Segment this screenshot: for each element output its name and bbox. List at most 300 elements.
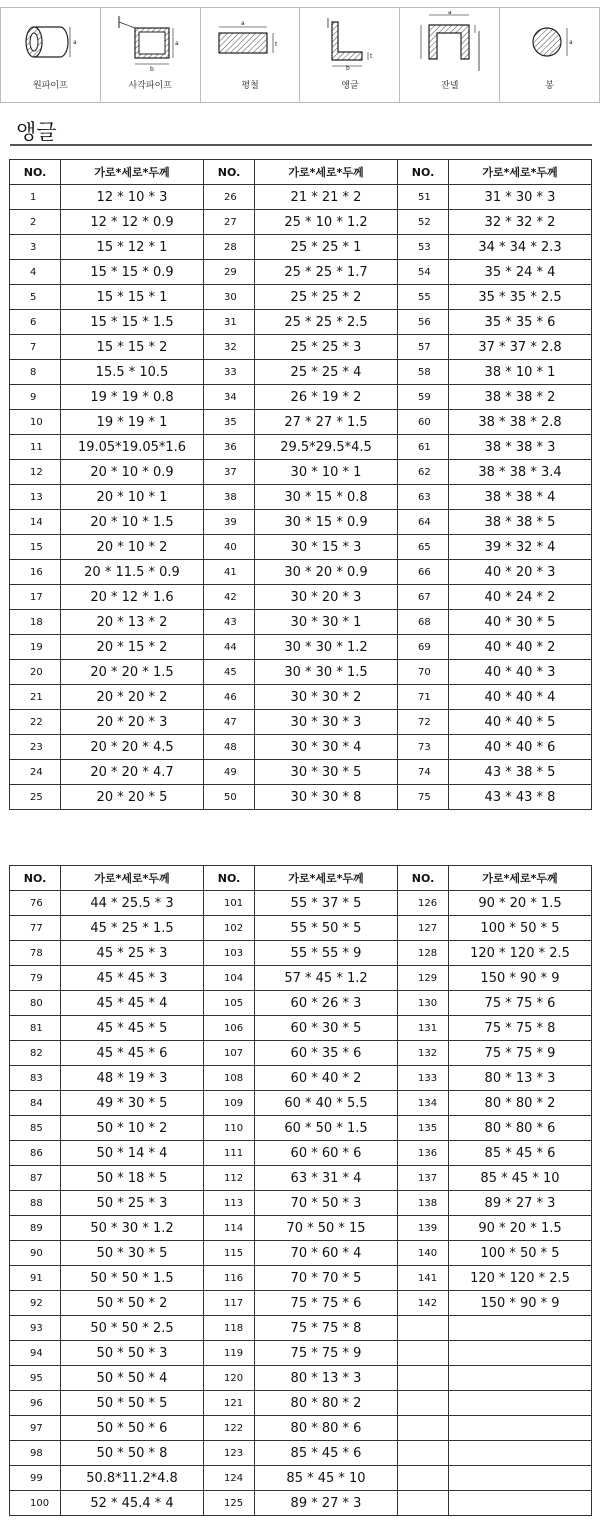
cell-no: 3 [10, 235, 61, 260]
cell-size: 100 * 50 * 5 [449, 916, 592, 941]
cell-size: 55 * 55 * 9 [255, 941, 398, 966]
cell-size: 50 * 10 * 2 [61, 1116, 204, 1141]
cell-no: 51 [398, 185, 449, 210]
header-size: 가로*세로*두께 [449, 160, 592, 185]
cell-no: 20 [10, 660, 61, 685]
cell-size: 85 * 45 * 10 [449, 1166, 592, 1191]
cell-size: 25 * 25 * 3 [255, 335, 398, 360]
table-row [10, 916, 592, 941]
cell-no: 10 [10, 410, 61, 435]
cell-size: 40 * 20 * 3 [449, 560, 592, 585]
cell-size: 20 * 20 * 4.7 [61, 760, 204, 785]
cell-size: 80 * 13 * 3 [255, 1366, 398, 1391]
header-no: NO. [10, 160, 61, 185]
cell-size: 75 * 75 * 8 [449, 1016, 592, 1041]
cell-size: 30 * 30 * 1.5 [255, 660, 398, 685]
cell-no: 84 [10, 1091, 61, 1116]
cell-size: 45 * 45 * 5 [61, 1016, 204, 1041]
cell-size: 150 * 90 * 9 [449, 1291, 592, 1316]
round-bar-icon [525, 17, 575, 67]
cell-no: 15 [10, 535, 61, 560]
cell-size: 45 * 25 * 1.5 [61, 916, 204, 941]
cell-no: 114 [204, 1216, 255, 1241]
header-no: NO. [204, 160, 255, 185]
cell-no: 39 [204, 510, 255, 535]
cell-size: 12 * 10 * 3 [61, 185, 204, 210]
cell-no: 62 [398, 460, 449, 485]
cell-no: 138 [398, 1191, 449, 1216]
cell-size: 38 * 10 * 1 [449, 360, 592, 385]
table-row [10, 260, 592, 285]
cell-no: 118 [204, 1316, 255, 1341]
cell-no: 58 [398, 360, 449, 385]
cell-size: 90 * 20 * 1.5 [449, 1216, 592, 1241]
table-row [10, 610, 592, 635]
table-row [10, 535, 592, 560]
cell-no [398, 1391, 449, 1416]
cell-size: 50 * 50 * 3 [61, 1341, 204, 1366]
cell-no: 76 [10, 891, 61, 916]
svg-text:a: a [73, 39, 78, 46]
cell-no: 44 [204, 635, 255, 660]
header-no: NO. [204, 866, 255, 891]
svg-text:t: t [369, 53, 373, 60]
cell-size: 40 * 40 * 2 [449, 635, 592, 660]
cell-no: 119 [204, 1341, 255, 1366]
cell-no: 86 [10, 1141, 61, 1166]
cell-no: 133 [398, 1066, 449, 1091]
cell-no: 93 [10, 1316, 61, 1341]
angle-icon [320, 14, 380, 70]
cell-no: 66 [398, 560, 449, 585]
cell-size: 30 * 30 * 1 [255, 610, 398, 635]
cell-no: 70 [398, 660, 449, 685]
cell-size: 35 * 35 * 2.5 [449, 285, 592, 310]
table-row [10, 891, 592, 916]
cell-no: 13 [10, 485, 61, 510]
category-round-bar[interactable] [499, 8, 600, 102]
cell-size [449, 1316, 592, 1341]
cell-no: 110 [204, 1116, 255, 1141]
cell-size: 45 * 45 * 6 [61, 1041, 204, 1066]
cell-no: 50 [204, 785, 255, 810]
cell-size: 50 * 30 * 5 [61, 1241, 204, 1266]
cell-size: 15 * 15 * 1 [61, 285, 204, 310]
cell-no [398, 1466, 449, 1491]
cell-no: 103 [204, 941, 255, 966]
cell-size: 30 * 30 * 2 [255, 685, 398, 710]
cell-size: 31 * 30 * 3 [449, 185, 592, 210]
cell-no: 91 [10, 1266, 61, 1291]
table-row [10, 1116, 592, 1141]
cell-size: 15.5 * 10.5 [61, 360, 204, 385]
category-label: 원파이프 [33, 81, 68, 91]
cell-no: 21 [10, 685, 61, 710]
cell-no: 83 [10, 1066, 61, 1091]
cell-size: 40 * 40 * 3 [449, 660, 592, 685]
table-row [10, 1241, 592, 1266]
cell-size: 30 * 30 * 5 [255, 760, 398, 785]
cell-size: 80 * 13 * 3 [449, 1066, 592, 1091]
cell-no: 104 [204, 966, 255, 991]
cell-size: 55 * 50 * 5 [255, 916, 398, 941]
cell-no: 34 [204, 385, 255, 410]
category-label: 봉 [545, 81, 554, 91]
cell-size: 30 * 15 * 3 [255, 535, 398, 560]
cell-no: 142 [398, 1291, 449, 1316]
cell-no: 140 [398, 1241, 449, 1266]
cell-no: 9 [10, 385, 61, 410]
cell-size [449, 1441, 592, 1466]
cell-no: 100 [10, 1491, 61, 1516]
table-row [10, 310, 592, 335]
cell-size: 15 * 12 * 1 [61, 235, 204, 260]
cell-size: 15 * 15 * 2 [61, 335, 204, 360]
cell-size: 30 * 15 * 0.8 [255, 485, 398, 510]
cell-no: 113 [204, 1191, 255, 1216]
header-no: NO. [10, 866, 61, 891]
cell-size: 80 * 80 * 2 [449, 1091, 592, 1116]
cell-no: 30 [204, 285, 255, 310]
cell-no: 94 [10, 1341, 61, 1366]
table-row [10, 1216, 592, 1241]
cell-size: 50 * 50 * 6 [61, 1416, 204, 1441]
cell-no: 123 [204, 1441, 255, 1466]
cell-size: 80 * 80 * 6 [449, 1116, 592, 1141]
cell-no: 47 [204, 710, 255, 735]
cell-size [449, 1341, 592, 1366]
cell-no: 45 [204, 660, 255, 685]
cell-no: 95 [10, 1366, 61, 1391]
cell-size: 89 * 27 * 3 [255, 1491, 398, 1516]
cell-no [398, 1316, 449, 1341]
cell-size: 57 * 45 * 1.2 [255, 966, 398, 991]
cell-no: 56 [398, 310, 449, 335]
cell-size: 90 * 20 * 1.5 [449, 891, 592, 916]
cell-size: 19 * 19 * 0.8 [61, 385, 204, 410]
cell-size: 38 * 38 * 4 [449, 485, 592, 510]
category-round-pipe[interactable] [0, 8, 100, 102]
svg-text:b: b [150, 66, 155, 72]
table-row [10, 1066, 592, 1091]
table-row [10, 410, 592, 435]
cell-size: 30 * 15 * 0.9 [255, 510, 398, 535]
cell-size: 60 * 60 * 6 [255, 1141, 398, 1166]
cell-size: 15 * 15 * 1.5 [61, 310, 204, 335]
cell-size: 20 * 10 * 1 [61, 485, 204, 510]
cell-no: 5 [10, 285, 61, 310]
cell-size: 50 * 50 * 2 [61, 1291, 204, 1316]
cell-no: 60 [398, 410, 449, 435]
cell-size: 50 * 14 * 4 [61, 1141, 204, 1166]
cell-size: 50 * 50 * 2.5 [61, 1316, 204, 1341]
cell-no: 19 [10, 635, 61, 660]
cell-no: 37 [204, 460, 255, 485]
cell-no: 59 [398, 385, 449, 410]
cell-size: 20 * 20 * 2 [61, 685, 204, 710]
cell-no: 61 [398, 435, 449, 460]
cell-no: 87 [10, 1166, 61, 1191]
category-square-pipe[interactable] [100, 8, 200, 102]
cell-no: 2 [10, 210, 61, 235]
cell-size: 50 * 30 * 1.2 [61, 1216, 204, 1241]
cell-size: 39 * 32 * 4 [449, 535, 592, 560]
cell-size: 25 * 25 * 4 [255, 360, 398, 385]
svg-text:a: a [175, 40, 179, 47]
cell-no: 26 [204, 185, 255, 210]
table-row [10, 760, 592, 785]
header-size: 가로*세로*두께 [61, 160, 204, 185]
svg-text:a: a [447, 11, 452, 16]
cell-size: 85 * 45 * 6 [449, 1141, 592, 1166]
category-label: 평철 [241, 81, 259, 91]
cell-no: 69 [398, 635, 449, 660]
cell-size: 44 * 25.5 * 3 [61, 891, 204, 916]
table-row [10, 635, 592, 660]
cell-no: 43 [204, 610, 255, 635]
table-row [10, 966, 592, 991]
table-row [10, 735, 592, 760]
cell-no: 135 [398, 1116, 449, 1141]
table-row [10, 285, 592, 310]
cell-size: 30 * 30 * 3 [255, 710, 398, 735]
cell-no: 81 [10, 1016, 61, 1041]
cell-no: 1 [10, 185, 61, 210]
cell-no: 36 [204, 435, 255, 460]
header-size: 가로*세로*두께 [255, 160, 398, 185]
cell-no: 90 [10, 1241, 61, 1266]
cell-size: 38 * 38 * 5 [449, 510, 592, 535]
cell-size: 60 * 26 * 3 [255, 991, 398, 1016]
header-size: 가로*세로*두께 [61, 866, 204, 891]
cell-size: 35 * 24 * 4 [449, 260, 592, 285]
cell-no: 23 [10, 735, 61, 760]
cell-size: 19.05*19.05*1.6 [61, 435, 204, 460]
cell-size: 38 * 38 * 3.4 [449, 460, 592, 485]
cell-no: 121 [204, 1391, 255, 1416]
cell-no: 141 [398, 1266, 449, 1291]
cell-size: 50 * 25 * 3 [61, 1191, 204, 1216]
table-row [10, 435, 592, 460]
title-divider [10, 144, 592, 146]
cell-no: 64 [398, 510, 449, 535]
cell-size: 20 * 20 * 5 [61, 785, 204, 810]
cell-no: 28 [204, 235, 255, 260]
cell-no: 134 [398, 1091, 449, 1116]
cell-size: 55 * 37 * 5 [255, 891, 398, 916]
cell-size: 50 * 50 * 5 [61, 1391, 204, 1416]
table-row [10, 210, 592, 235]
table-row [10, 510, 592, 535]
cell-size: 26 * 19 * 2 [255, 385, 398, 410]
angle-size-table-2 [9, 865, 592, 1516]
cell-size: 25 * 25 * 2 [255, 285, 398, 310]
cell-size: 89 * 27 * 3 [449, 1191, 592, 1216]
cell-size: 70 * 60 * 4 [255, 1241, 398, 1266]
table-row [10, 1366, 592, 1391]
table-row [10, 1466, 592, 1491]
table-row [10, 1191, 592, 1216]
cell-size: 43 * 38 * 5 [449, 760, 592, 785]
cell-size: 50 * 50 * 1.5 [61, 1266, 204, 1291]
cell-no: 101 [204, 891, 255, 916]
cell-size: 40 * 40 * 4 [449, 685, 592, 710]
cell-no [398, 1366, 449, 1391]
cell-no: 46 [204, 685, 255, 710]
cell-size: 15 * 15 * 0.9 [61, 260, 204, 285]
cell-size: 20 * 12 * 1.6 [61, 585, 204, 610]
cell-no: 120 [204, 1366, 255, 1391]
cell-no: 41 [204, 560, 255, 585]
cell-size: 20 * 10 * 0.9 [61, 460, 204, 485]
cell-size: 20 * 10 * 1.5 [61, 510, 204, 535]
category-channel[interactable] [399, 8, 499, 102]
cell-no: 53 [398, 235, 449, 260]
table-row [10, 1491, 592, 1516]
cell-no: 12 [10, 460, 61, 485]
cell-no: 73 [398, 735, 449, 760]
channel-icon [415, 11, 485, 73]
cell-size: 38 * 38 * 2.8 [449, 410, 592, 435]
table-header-row [10, 866, 592, 891]
cell-size: 40 * 40 * 5 [449, 710, 592, 735]
cell-no: 38 [204, 485, 255, 510]
cell-size: 50.8*11.2*4.8 [61, 1466, 204, 1491]
cell-size: 30 * 30 * 4 [255, 735, 398, 760]
cell-no: 22 [10, 710, 61, 735]
cell-no: 108 [204, 1066, 255, 1091]
cell-size: 50 * 50 * 8 [61, 1441, 204, 1466]
cell-size: 75 * 75 * 6 [255, 1291, 398, 1316]
cell-no: 97 [10, 1416, 61, 1441]
table-row [10, 1016, 592, 1041]
cell-no: 98 [10, 1441, 61, 1466]
cell-size: 75 * 75 * 9 [449, 1041, 592, 1066]
cell-no: 79 [10, 966, 61, 991]
cell-no: 117 [204, 1291, 255, 1316]
cell-no [398, 1491, 449, 1516]
cell-size: 35 * 35 * 6 [449, 310, 592, 335]
cell-size: 20 * 20 * 3 [61, 710, 204, 735]
cell-size: 25 * 25 * 1.7 [255, 260, 398, 285]
cell-size: 60 * 40 * 5.5 [255, 1091, 398, 1116]
table-row [10, 360, 592, 385]
cell-size: 150 * 90 * 9 [449, 966, 592, 991]
cell-size: 37 * 37 * 2.8 [449, 335, 592, 360]
table-row [10, 685, 592, 710]
cell-size: 60 * 35 * 6 [255, 1041, 398, 1066]
cell-size: 49 * 30 * 5 [61, 1091, 204, 1116]
cell-size: 12 * 12 * 0.9 [61, 210, 204, 235]
cell-no: 106 [204, 1016, 255, 1041]
cell-no: 109 [204, 1091, 255, 1116]
cell-no: 63 [398, 485, 449, 510]
cell-no: 127 [398, 916, 449, 941]
cell-size: 45 * 45 * 3 [61, 966, 204, 991]
table-row [10, 1316, 592, 1341]
table-row [10, 1041, 592, 1066]
cell-no: 33 [204, 360, 255, 385]
cell-no: 75 [398, 785, 449, 810]
cell-size: 38 * 38 * 3 [449, 435, 592, 460]
cell-size: 45 * 45 * 4 [61, 991, 204, 1016]
cell-size: 50 * 50 * 4 [61, 1366, 204, 1391]
cell-no: 115 [204, 1241, 255, 1266]
cell-size: 80 * 80 * 2 [255, 1391, 398, 1416]
cell-no: 132 [398, 1041, 449, 1066]
table-row [10, 1416, 592, 1441]
cell-no: 129 [398, 966, 449, 991]
cell-size: 20 * 20 * 1.5 [61, 660, 204, 685]
cell-size: 100 * 50 * 5 [449, 1241, 592, 1266]
table-row [10, 185, 592, 210]
table-row [10, 1291, 592, 1316]
cell-size [449, 1416, 592, 1441]
cell-no: 139 [398, 1216, 449, 1241]
cell-no: 122 [204, 1416, 255, 1441]
cell-no: 4 [10, 260, 61, 285]
cell-size: 75 * 75 * 9 [255, 1341, 398, 1366]
table-row [10, 1341, 592, 1366]
cell-size: 45 * 25 * 3 [61, 941, 204, 966]
header-no: NO. [398, 160, 449, 185]
cell-size: 40 * 40 * 6 [449, 735, 592, 760]
cell-size: 38 * 38 * 2 [449, 385, 592, 410]
table-row [10, 560, 592, 585]
cell-no [398, 1416, 449, 1441]
cell-no: 55 [398, 285, 449, 310]
cell-no: 65 [398, 535, 449, 560]
table-row [10, 1391, 592, 1416]
cell-no: 96 [10, 1391, 61, 1416]
cell-no: 82 [10, 1041, 61, 1066]
cell-size: 43 * 43 * 8 [449, 785, 592, 810]
cell-size: 70 * 50 * 15 [255, 1216, 398, 1241]
cell-no: 52 [398, 210, 449, 235]
category-flat-bar[interactable] [200, 8, 300, 102]
cell-size: 25 * 25 * 2.5 [255, 310, 398, 335]
category-angle[interactable] [299, 8, 399, 102]
cell-no: 16 [10, 560, 61, 585]
cell-no: 89 [10, 1216, 61, 1241]
cell-no: 92 [10, 1291, 61, 1316]
cell-no: 68 [398, 610, 449, 635]
cell-size: 75 * 75 * 6 [449, 991, 592, 1016]
cell-no: 126 [398, 891, 449, 916]
cell-no: 14 [10, 510, 61, 535]
cell-size: 80 * 80 * 6 [255, 1416, 398, 1441]
cell-no: 57 [398, 335, 449, 360]
cell-size: 29.5*29.5*4.5 [255, 435, 398, 460]
cell-size: 20 * 11.5 * 0.9 [61, 560, 204, 585]
cell-size: 20 * 10 * 2 [61, 535, 204, 560]
cell-size: 70 * 70 * 5 [255, 1266, 398, 1291]
cell-no: 24 [10, 760, 61, 785]
cell-no: 78 [10, 941, 61, 966]
cell-no: 32 [204, 335, 255, 360]
header-size: 가로*세로*두께 [255, 866, 398, 891]
table-row [10, 335, 592, 360]
cell-no: 7 [10, 335, 61, 360]
cell-no: 8 [10, 360, 61, 385]
cell-size: 30 * 20 * 3 [255, 585, 398, 610]
cell-no: 136 [398, 1141, 449, 1166]
cell-size: 25 * 10 * 1.2 [255, 210, 398, 235]
header-no: NO. [398, 866, 449, 891]
cell-size: 30 * 10 * 1 [255, 460, 398, 485]
cell-no: 107 [204, 1041, 255, 1066]
cell-size: 85 * 45 * 10 [255, 1466, 398, 1491]
